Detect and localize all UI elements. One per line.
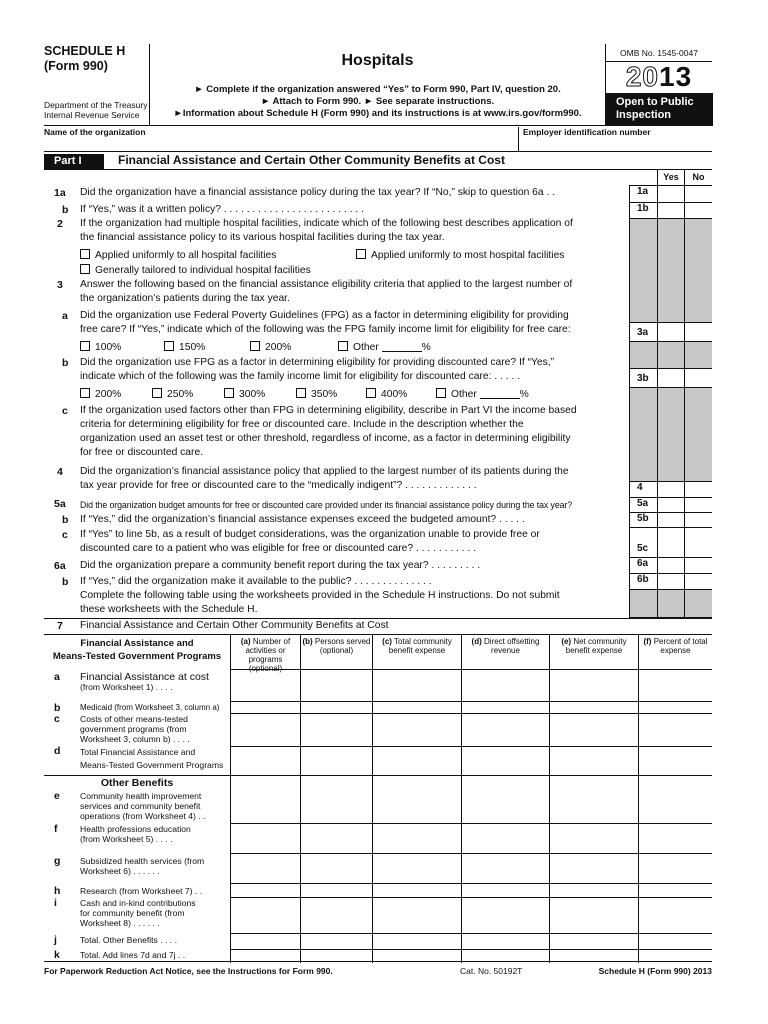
ein-field[interactable]: Employer identification number [518, 127, 651, 152]
q1a-text: Did the organization have a financial assistance policy during the tax year? If “No,” skip to question 6a . . [80, 187, 556, 198]
col-divider [461, 635, 462, 963]
q3c-number: c [62, 405, 68, 417]
shaded-block-6b-instr [629, 589, 712, 618]
checkbox-icon[interactable] [356, 249, 366, 259]
q1b-number: b [62, 204, 69, 216]
no-box-1b[interactable] [684, 203, 712, 218]
title-box [150, 44, 605, 126]
table-left-header: Financial Assistance and Means-Tested Government Programs [52, 638, 222, 662]
q3c-text-1: If the organization used factors other than FPG in determining eligibility, describe in Part VI the income based [80, 405, 577, 416]
yes-column-header: Yes [657, 170, 684, 185]
yes-box-5a[interactable] [657, 498, 684, 512]
q4-text-1: Did the organization’s financial assistance policy that applied to the largest number of its patients during the [80, 466, 569, 477]
q6a-text: Did the organization prepare a community benefit report during the tax year? . . . . . . . . . [80, 560, 481, 571]
no-box-3a[interactable] [684, 323, 712, 341]
q5b-text: If “Yes,” did the organization’s financial assistance expenses exceed the budgeted amount? . . . . . [80, 514, 525, 525]
q3-text-2: the organization’s patients during the tax year. [80, 293, 290, 304]
department-label: Department of the Treasury Internal Revenue Service [44, 100, 148, 120]
q5c-text-2: discounted care to a patient who was eligible for free or discounted care? . . . . . . . . . . . [80, 543, 477, 554]
checkbox-icon[interactable] [296, 388, 306, 398]
answer-row-5c: 5c [629, 527, 712, 557]
paperwork-notice: For Paperwork Reduction Act Notice, see the Instructions for Form 990. [44, 966, 333, 976]
q3b-text-1: Did the organization use FPG as a factor in determining eligibility for providing discounted care? If “Yes,” [80, 357, 555, 368]
checkbox-icon[interactable] [338, 341, 348, 351]
q3a-text-2: free care? If “Yes,” indicate which of the following was the FPG family income limit for eligibility for free care: [80, 324, 571, 335]
organization-name-field[interactable]: Name of the organization [44, 127, 146, 137]
q3b-number: b [62, 357, 69, 369]
no-box-5b[interactable] [684, 513, 712, 527]
open-to-public-badge: Open to Public Inspection [606, 93, 713, 126]
checkbox-icon[interactable] [152, 388, 162, 398]
yes-box-6b[interactable] [657, 574, 684, 589]
q3b-option-other[interactable]: Other % [436, 388, 529, 402]
answer-row-1b: 1b [629, 202, 712, 218]
q3-number: 3 [57, 279, 63, 291]
q3a-option-150[interactable]: 150% [164, 341, 205, 355]
q3b-text-2: indicate which of the following was the family income limit for eligibility for discounted care: . . . . . [80, 371, 521, 382]
no-box-3b[interactable] [684, 369, 712, 387]
omb-box [605, 44, 712, 126]
q1a-number: 1a [54, 187, 66, 199]
q5a-number: 5a [54, 498, 66, 510]
q7-text: Financial Assistance and Certain Other Community Benefits at Cost [80, 620, 389, 631]
checkbox-icon[interactable] [224, 388, 234, 398]
col-divider [300, 635, 301, 963]
q3b-other-input[interactable] [480, 388, 520, 399]
q7-number: 7 [57, 620, 63, 632]
col-divider [638, 635, 639, 963]
no-column-header: No [684, 170, 712, 185]
schedule-label: SCHEDULE H [44, 44, 126, 58]
q6b-text-3: these worksheets with the Schedule H. [80, 604, 258, 615]
col-f-header: (f) Percent of total expense [643, 637, 708, 655]
q3c-text-4: for free or discounted care. [80, 447, 204, 458]
checkbox-icon[interactable] [80, 264, 90, 274]
q3a-option-100[interactable]: 100% [80, 341, 121, 355]
col-divider [549, 635, 550, 963]
q2-number: 2 [57, 218, 63, 230]
q5c-text-1: If “Yes” to line 5b, as a result of budget considerations, was the organization unable to provide free or [80, 529, 540, 540]
q3b-option-350[interactable]: 350% [296, 388, 337, 402]
other-benefits-header: Other Benefits [100, 777, 174, 789]
q3-text-1: Answer the following based on the financial assistance eligibility criteria that applied to the largest number of [80, 279, 573, 290]
answer-row-4: 4 [629, 481, 712, 497]
form-title: Hospitals [341, 52, 414, 69]
no-box-5c[interactable] [684, 528, 712, 557]
checkbox-icon[interactable] [250, 341, 260, 351]
q6b-number: b [62, 576, 69, 588]
q3b-option-200[interactable]: 200% [80, 388, 121, 402]
q6b-text-2: Complete the following table using the worksheets provided in the Schedule H instructions. Do not submit [80, 590, 560, 601]
q3c-text-3: organization used an asset test or other threshold, regardless of income, as a factor in determining eligibility [80, 433, 571, 444]
q5b-number: b [62, 514, 69, 526]
q1b-text: If “Yes,” was it a written policy? . . . . . . . . . . . . . . . . . . . . . . . . . [80, 204, 365, 215]
q2-option-all-facilities[interactable]: Applied uniformly to all hospital facilities [80, 249, 276, 263]
q6a-number: 6a [54, 560, 66, 572]
answer-row-3a: 3a [629, 322, 712, 341]
instruction-line-1: ► Complete if the organization answered “Yes” to Form 990, Part IV, question 20. [194, 84, 561, 95]
checkbox-icon[interactable] [80, 388, 90, 398]
shaded-block-3a-opts [629, 341, 712, 368]
q2-option-tailored[interactable]: Generally tailored to individual hospital facilities [80, 264, 311, 278]
catalog-number: Cat. No. 50192T [460, 966, 523, 976]
yes-box-3a[interactable] [657, 323, 684, 341]
instruction-line-3: ►Information about Schedule H (Form 990) and its instructions is at www.irs.gov/form990. [173, 108, 582, 119]
col-e-header: (e) Net community benefit expense [561, 637, 627, 655]
form-header [44, 44, 712, 126]
yes-box-3b[interactable] [657, 369, 684, 387]
answer-grid [629, 170, 712, 618]
yes-box-1b[interactable] [657, 203, 684, 218]
answer-row-6a: 6a [629, 557, 712, 573]
col-d-header: (d) Direct offsetting revenue [471, 637, 540, 655]
answer-row-1a: 1a [629, 185, 712, 202]
no-box-4[interactable] [684, 482, 712, 497]
form-identifier: Schedule H (Form 990) 2013 [598, 966, 712, 976]
organization-name-row [44, 126, 712, 152]
q2-text-1: If the organization had multiple hospital facilities, indicate which of the following best describes application of [80, 218, 573, 229]
checkbox-icon[interactable] [80, 341, 90, 351]
no-box-1a[interactable] [684, 186, 712, 202]
shaded-block-2-3 [629, 218, 712, 322]
part-header [44, 152, 712, 170]
q3b-option-300[interactable]: 300% [224, 388, 265, 402]
answer-row-6b: 6b [629, 573, 712, 589]
col-c-header: (c) Total community benefit expense [382, 637, 452, 655]
q3a-option-200[interactable]: 200% [250, 341, 291, 355]
part-label: Part I [44, 154, 104, 169]
answer-row-5a: 5a [629, 497, 712, 512]
checkbox-icon[interactable] [366, 388, 376, 398]
q3a-text-1: Did the organization use Federal Poverty Guidelines (FPG) as a factor in determining eligibility for providing [80, 310, 569, 321]
part-title: Financial Assistance and Certain Other Community Benefits at Cost [118, 153, 505, 167]
col-a-header: (a) Number of activities or programs (optional) [240, 637, 291, 673]
checkbox-icon[interactable] [436, 388, 446, 398]
yes-box-5c[interactable] [657, 528, 684, 557]
yes-box-5b[interactable] [657, 513, 684, 527]
col-divider [372, 635, 373, 963]
omb-number: OMB No. 1545-0047 [606, 44, 712, 62]
checkbox-icon[interactable] [80, 249, 90, 259]
yes-box-1a[interactable] [657, 186, 684, 202]
q3c-text-2: criteria for determining eligibility for free or discounted care. Include in the description whether the [80, 419, 524, 430]
q5c-number: c [62, 529, 68, 541]
q2-text-2: the financial assistance policy to its various hospital facilities during the tax year. [80, 232, 445, 243]
q4-text-2: tax year provide for free or discounted care to the “medically indigent”? . . . . . . . . . . . . . [80, 480, 477, 491]
shaded-block-3b-3c [629, 387, 712, 481]
yes-box-4[interactable] [657, 482, 684, 497]
tax-year: 2013 [625, 61, 693, 92]
q5a-text: Did the organization budget amounts for free or discounted care provided under its financial assistance policy during the tax year? [80, 500, 573, 510]
q4-number: 4 [57, 466, 63, 478]
q2-option-most-facilities[interactable]: Applied uniformly to most hospital facilities [356, 249, 564, 263]
q6b-text-1: If “Yes,” did the organization make it available to the public? . . . . . . . . . . . . . . [80, 576, 432, 587]
q3a-other-input[interactable] [382, 341, 422, 352]
q3b-option-400[interactable]: 400% [366, 388, 407, 402]
schedule-id-box [44, 44, 150, 126]
no-box-6a[interactable] [684, 558, 712, 573]
instruction-line-2: ► Attach to Form 990. ► See separate instructions. [260, 96, 495, 107]
no-box-6b[interactable] [684, 574, 712, 589]
community-benefit-table: Financial Assistance and Means-Tested Government Programs (a) Number of activities or programs (optional) (b) Persons served (optional) (c) Total community benefit expense (d) Direct offsetting revenue (e) Net community benefit expense (f) Percent of total expense a Financial Assistance at cost (from Worksheet 1) . . . . b Medicaid (from Worksheet 3, column a) c Costs of other means-tested government programs (from Worksheet 3, column b) . . . . d Total Financial Assistance and Means-Tested Government Programs Other Benefits e Community health improvement services and community benefit operations (from Worksheet 4) . . f Health professions education (from Worksheet 5) . . . . g Subsidized health services (from Worksheet 6) . . . . . . h Research (from Worksheet 7) . . i Cash and in-kind contributions for community benefit (from Worksheet 8) . . . . . . j Total. Other Benefits . . . . k Total. Add lines 7d and 7j . . [44, 634, 712, 962]
answer-row-5b: 5b [629, 512, 712, 527]
form-label: (Form 990) [44, 59, 108, 73]
q3a-option-other[interactable]: Other % [338, 341, 431, 355]
q3b-option-250[interactable]: 250% [152, 388, 193, 402]
checkbox-icon[interactable] [164, 341, 174, 351]
no-box-5a[interactable] [684, 498, 712, 512]
form-footer [44, 965, 712, 979]
q3a-number: a [62, 310, 68, 322]
col-b-header: (b) Persons served (optional) [302, 637, 371, 655]
answer-row-3b: 3b [629, 368, 712, 387]
yes-box-6a[interactable] [657, 558, 684, 573]
